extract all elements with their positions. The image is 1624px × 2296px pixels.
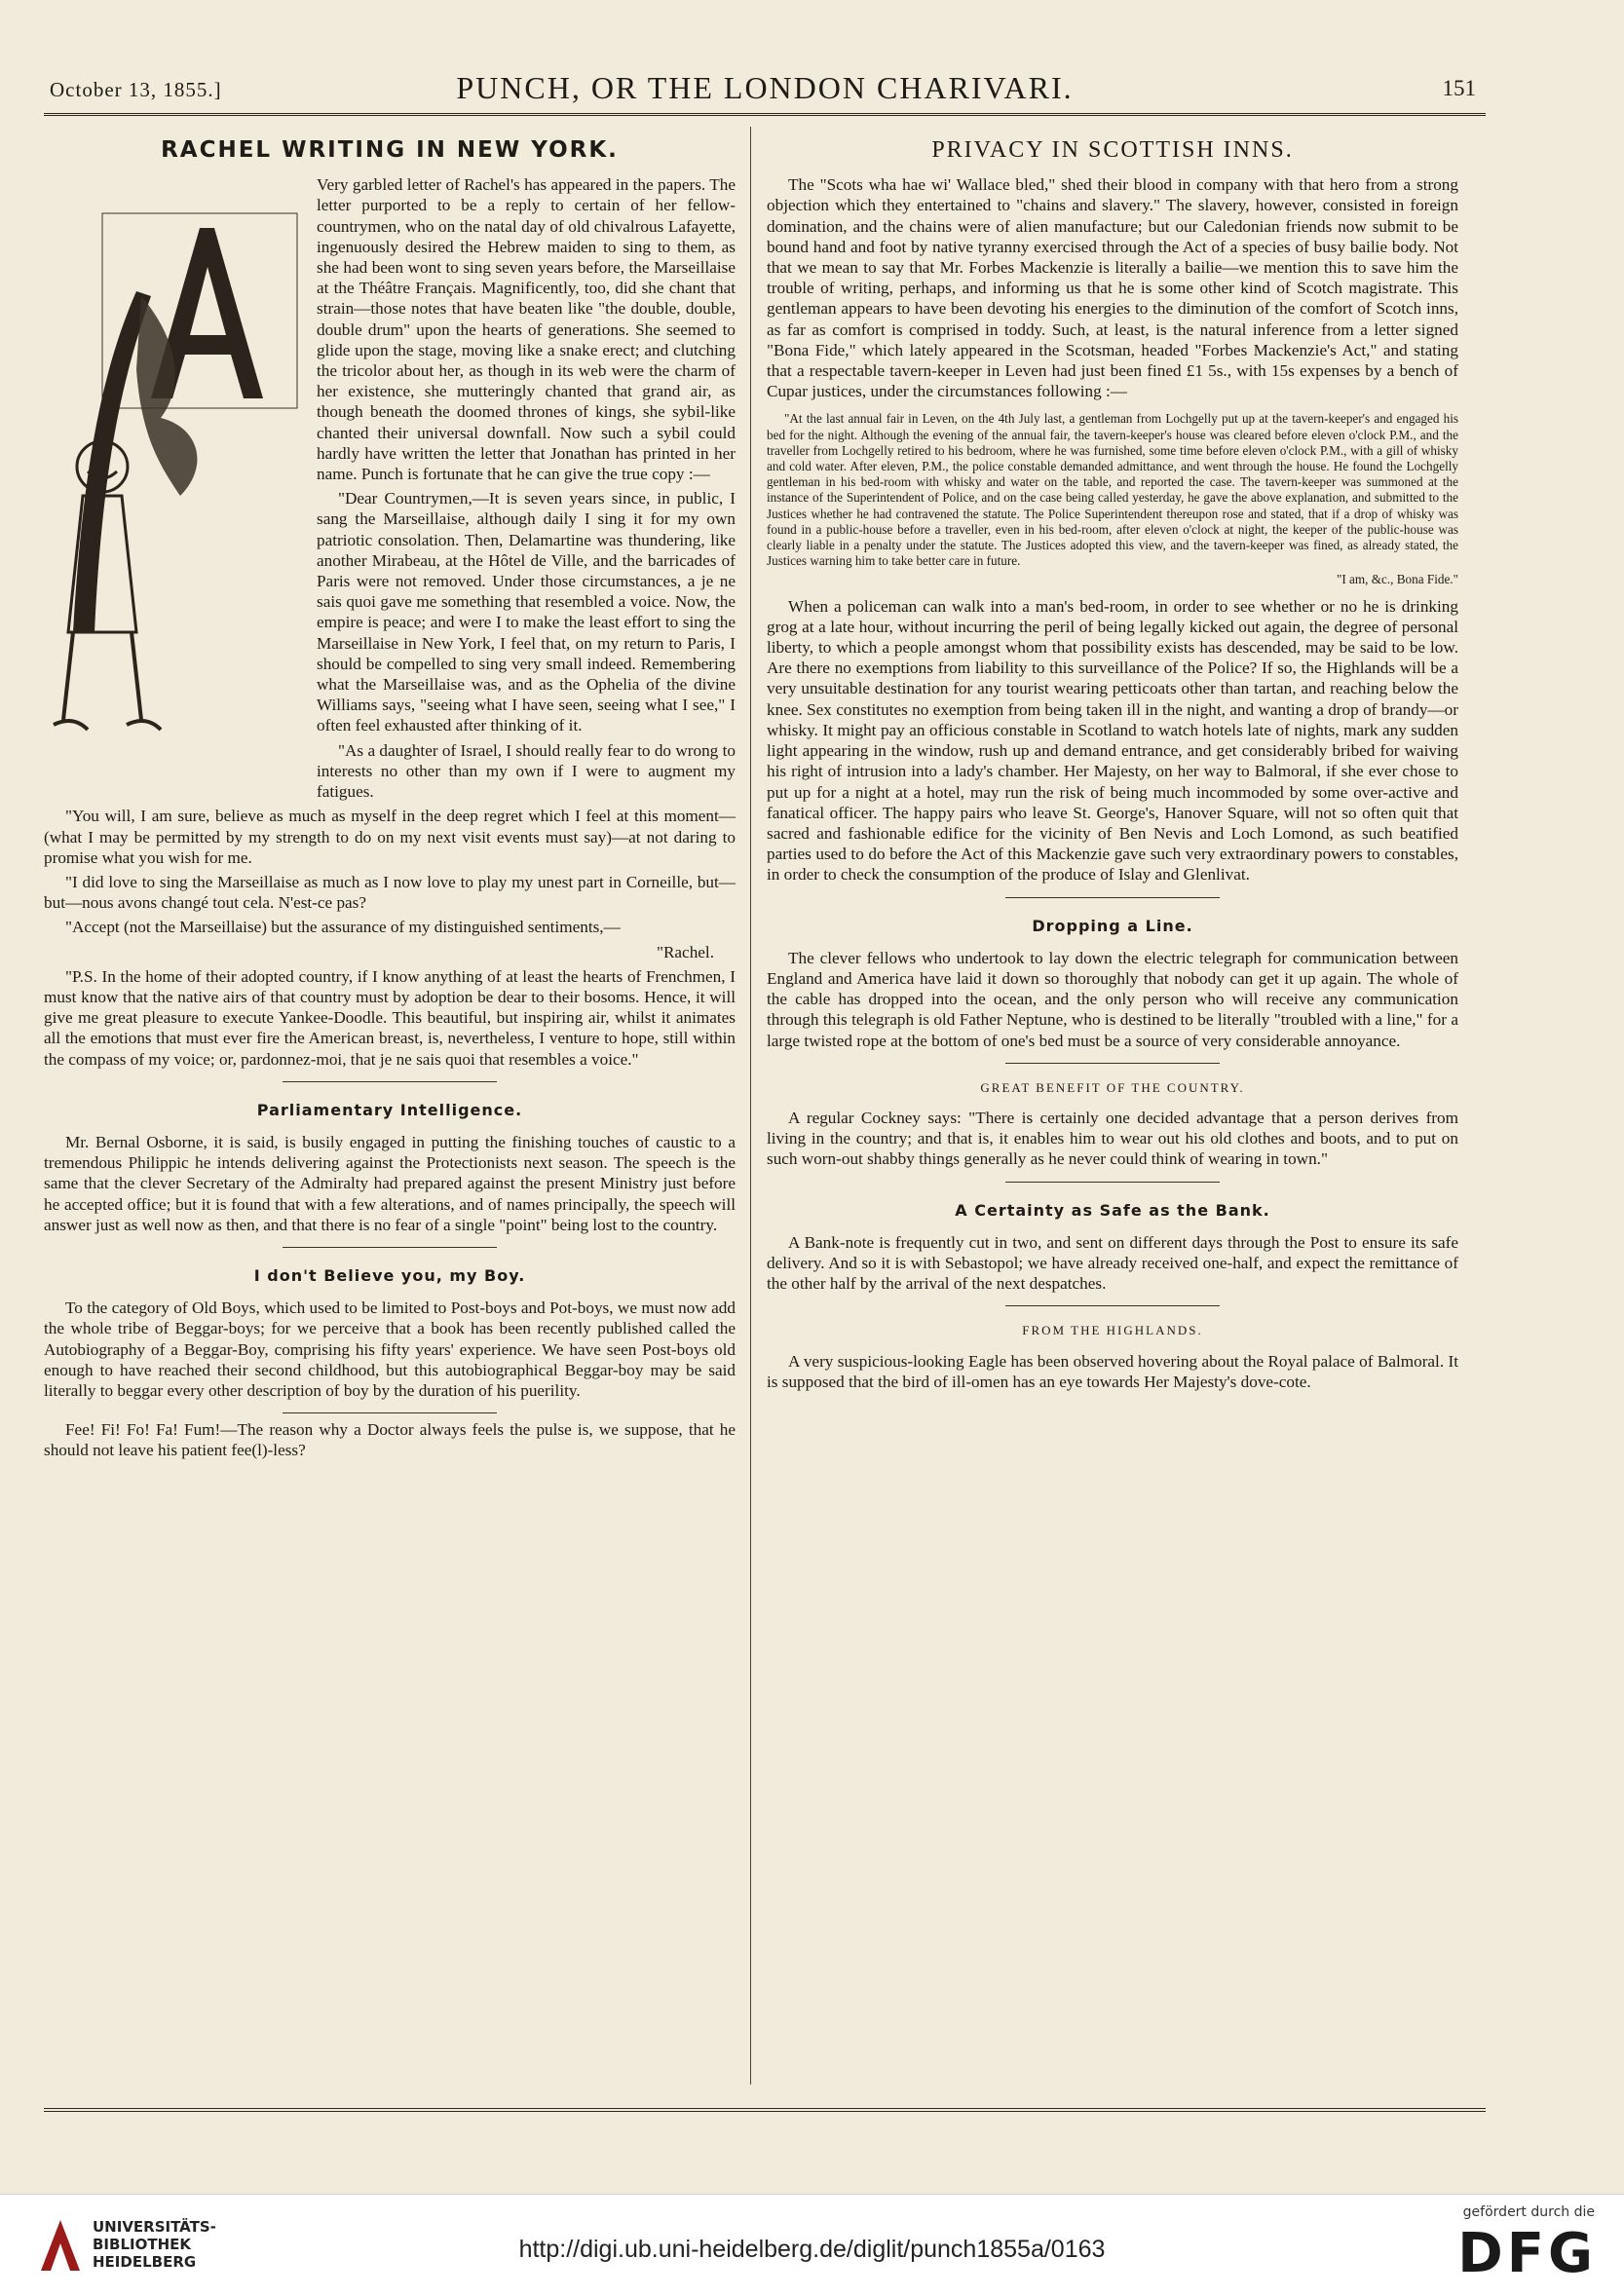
highlands-paragraph: A very suspicious-looking Eagle has been observed hovering about the Royal palace of Balmoral. It is supposed that the bird of ill-omen has an eye towards Her Majesty's dove-cote. — [767, 1351, 1458, 1391]
library-name-line: HEIDELBERG — [93, 2253, 197, 2271]
newspaper-page — [44, 60, 1486, 2169]
issue-date: October 13, 1855.] — [50, 78, 222, 101]
quoted-letter — [767, 411, 1458, 587]
dropping-line-paragraph: The clever fellows who undertook to lay down the electric telegraph for communication between England and America have laid it down so thoroughly that nobody can get it up again. The whole of the cable has dropped into the ocean, and the only person who will receive any communication through this telegraph is old Father Neptune, who is destined to be literally "troubled with a line," for a large twisted rope at the bottom of one's bed must be a source of very considerable annoyance. — [767, 948, 1458, 1050]
highlands-heading: FROM THE HIGHLANDS. — [1022, 1323, 1203, 1338]
funded-by-label: gefördert durch die — [1462, 2204, 1595, 2220]
rachel-heading: RACHEL WRITING IN NEW YORK. — [161, 137, 619, 163]
section-rule — [283, 1247, 497, 1248]
page-bottom-rule — [44, 2108, 1486, 2112]
rachel-paragraph: Very garbled letter of Rachel's has appeared in the papers. The letter purported to be a reply to certain of her fellow-countrymen, who on the natal day of old chivalrous Lafayette, ingenuously desired the Hebrew maiden to sing to them, as she had been wont to sing seven years before, the Marseillaise at the Théâtre Français. Magnificently, too, did she chant that strain—those notes that have beaten like "the double, double, double drum" upon the hearts of generations. She seemed to glide upon the stage, moving like a snake erect; and clutching the tricolor about her, as though in its web were the charm of her existence, she mutteringly chanted that grand air, as though beneath the doomed thrones of kings, she sybil-like chanted their universal downfall. Now such a sybil could hardly have written the letter that Jonathan has printed in her name. Punch is fortunate that he can give the true copy :— — [317, 175, 736, 484]
rachel-letter-paragraph: "You will, I am sure, believe as much as myself in the deep regret which I feel at this moment—(what I may be permitted by my strength to do on my next visit events must say)—at not daring to promise what you wish for me. — [44, 807, 736, 867]
fee-fi-fo-paragraph: Fee! Fi! Fo! Fa! Fum!—The reason why a Doctor always feels the pulse is, we suppose, that he should not leave his patient fee(l)-less? — [44, 1420, 736, 1460]
library-name-line: UNIVERSITÄTS- — [93, 2218, 216, 2236]
column-divider — [750, 127, 751, 2085]
rachel-postscript: "P.S. In the home of their adopted country, if I know anything of at least the hearts of Frenchmen, I must know that the native airs of that country must by adoption be dear to their bosoms. Hence, it will give me great pleasure to execute Yankee-Doodle. This beautiful, but inspiring air, whilst it animates all the emotions that must ever fire the American breast, is, nevertheless, I venture to hope, still within the compass of my voice; or, pardonnez-moi, that je ne sais quoi that resembles a voice." — [44, 966, 736, 1069]
digitization-footer — [0, 2194, 1624, 2296]
section-rule — [1005, 1182, 1220, 1183]
rachel-letter-paragraph: "As a daughter of Israel, I should really fear to do wrong to interests no other than my own if I were to augment my fatigues. — [317, 740, 736, 802]
rachel-letter-paragraph: "Dear Countrymen,—It is seven years since, in public, I sang the Marseillaise, although daily I sing it for my own patriotic consolation. Then, Delamartine was thundering, like another Mirabeau, at the Hôtel de Ville, and the barricades of Paris were not removed. Under those circumstances, a je ne sais quoi gave me something that resembled a voice. Now, the empire is peace; and were I to make the least effort to sing the Marseillaise in New York, I feel that, on my return to Paris, I should be compelled to sing very small indeed. Remembering what the Marseillaise was, and as the Ophelia of the divine Williams says, "seeing what I have seen, seeing what I see," I often feel exhausted after thinking of it. — [317, 489, 736, 735]
permalink-url[interactable]: http://digi.ub.uni-heidelberg.de/diglit/punch1855a/0163 — [518, 2236, 1106, 2263]
section-rule — [283, 1412, 497, 1413]
section-rule — [1005, 1305, 1220, 1306]
parliamentary-heading: Parliamentary Intelligence. — [256, 1100, 523, 1119]
dropping-line-heading: Dropping a Line. — [1032, 916, 1193, 935]
privacy-paragraph: When a policeman can walk into a man's bed-room, in order to see whether or no he is drinking grog at a late hour, without incurring the peril of being legally kicked out again, the degree of personal liberty, to which a people amongst whom that possibility exists has descended, may be said to be low. Are there no exemptions from liability to this surveillance of the Police? If so, the Highlands will be a very unsuitable destination for any tourist wearing petticoats other than tartan, and reaching below the knee. Sex constitutes no exemption from being taken ill in the night, and wanting a drop of brandy—or whisky. It might pay an officious constable in Scotland to watch hotels late of nights, mark any sudden light appearing in the window, rush up and demand entrance, and get considerably bribed for waiving his right of intrusion into a lady's chamber. Her Majesty, on her way to Balmoral, if she ever chose to put up for a night at a hotel, may run the risk of being much incommoded by some over-active and fanatical officer. The happy pairs who leave St. George's, Hanover Square, will not so often quit that sacred and fashionable edifice for the vicinity of Ben Nevis and Loch Lomond, as such beatified parties used to do before the Act of this Mackenzie gave such very extraordinary powers to constables, in order to check the consumption of the produce of Islay and Glenlivat. — [767, 596, 1458, 885]
masthead-title: PUNCH, OR THE LONDON CHARIVARI. — [456, 70, 1074, 105]
rachel-illustration — [44, 174, 307, 778]
great-benefit-paragraph: A regular Cockney says: "There is certainly one decided advantage that a person derives from living in the country; and that is, it enables him to wear out his old clothes and boots, and to put on such worn-out shabby things generally as he never could think of wearing in town." — [767, 1108, 1458, 1169]
privacy-heading: PRIVACY IN SCOTTISH INNS. — [931, 137, 1294, 163]
section-rule — [283, 1081, 497, 1082]
great-benefit-heading: GREAT BENEFIT OF THE COUNTRY. — [980, 1079, 1245, 1095]
privacy-paragraph: The "Scots wha hae wi' Wallace bled," shed their blood in company with that hero from a strong objection which they entertained to "chains and slavery." The slavery, however, consisted in foreign domination, and the chains were of alien manufacture; but our Caledonian friends now submit to be bound hand and foot by native tyranny exercised through the Act of a species of busy bailie body. Not that we mean to say that Mr. Forbes Mackenzie is literally a bailie—we mention this to save him the trouble of writing, perhaps, and informing us that he is some other kind of Scotch magistrate. This gentleman appears to have been devoting his energies to the diminution of the comfort of Scotch inns, as far as comfort is comprised in toddy. Such, at least, is the natural inference from a letter signed "Bona Fide," which lately appeared in the Scotsman, headed "Forbes Mackenzie's Act," and stating that a respectable tavern-keeper in Leven had just been fined £1 5s., with 15s expenses by a bench of Cupar justices, under the circumstances following :— — [767, 175, 1458, 401]
left-column — [44, 127, 736, 2124]
rachel-signature: "Rachel. — [656, 942, 714, 961]
beggar-boy-heading: I don't Believe you, my Boy. — [253, 1265, 526, 1285]
parliamentary-paragraph: Mr. Bernal Osborne, it is said, is busily engaged in putting the finishing touches of caustic to a tremendous Philippic he intends delivering against the Protectionists next season. The speech is the same that the clever Secretary of the Admiralty had prepared against the present Ministry just before he accepted office; but it is found that with a few alterations, and of names principally, the speech will answer just as well now as then, and that there is no fear of a single "point" being lost to the country. — [44, 1132, 736, 1234]
page-number: 151 — [1442, 76, 1476, 100]
section-rule — [1005, 1063, 1220, 1064]
certainty-heading: A Certainty as Safe as the Bank. — [955, 1200, 1270, 1220]
quoted-letter-text: "At the last annual fair in Leven, on the 4th July last, a gentleman from Lochgelly put up at the tavern-keeper's and engaged his bed for the night. Although the evening of the annual fair, the tavern-keeper's house was cleared before eleven o'clock P.M., and the traveller from Lochgelly retired to his bedroom, where he was furnished, some time before eleven o'clock P.M., with a gill of whisky and cold water. After eleven, P.M., the police constable demanded admittance, and went through the house. He found the Lochgelly gentleman in his bed-room with whisky and water on the table, and reported the case. The tavern-keeper was summoned at the instance of the Superintendent of Police, and on the case being called yesterday, he gave the above explanation, and submitted to the Justices whether he had contravened the statute. The Police Superintendent thereupon rose and stated, that if a drop of whisky was found in a public-house before a traveller, even in his bed-room, after eleven o'clock at night, the keeper of the public-house was clearly liable in a penalty under the statute. The Justices adopted this view, and the tavern-keeper was fined, as already stated, the Justices warning him to take better care in future. — [767, 411, 1458, 569]
rachel-letter-paragraph: "I did love to sing the Marseillaise as much as I now love to play my unest part in Corneille, but—but—nous avons changé tout cela. N'est-ce pas? — [44, 872, 736, 913]
rachel-letter-paragraph: "Accept (not the Marseillaise) but the assurance of my distinguished sentiments,— — [65, 918, 621, 937]
certainty-paragraph: A Bank-note is frequently cut in two, and sent on different days through the Post to ensure its safe delivery. And so it is with Sebastopol; we have already received one-half, and expect the remittance of the other half by the arrival of the next despatches. — [767, 1232, 1458, 1294]
page-header — [44, 60, 1486, 116]
initial-letter-illustration-icon — [44, 174, 307, 778]
library-name-line: BIBLIOTHEK — [93, 2236, 191, 2253]
quoted-letter-signature: "I am, &c., Bona Fide." — [1336, 572, 1458, 587]
beggar-boy-paragraph: To the category of Old Boys, which used to be limited to Post-boys and Pot-boys, we must now add the whole tribe of Beggar-boys; for we perceive that a book has been recently published called the Autobiography of a Beggar-Boy, comprising his fifty years' experience. We have seen Post-boys old enough to have reached their second childhood, but this autobiographical Beggar-boy may be said literally to beggar every other description of boy by the duration of his puerility. — [44, 1299, 736, 1400]
dfg-logo: DFG — [1457, 2222, 1597, 2285]
right-column — [767, 127, 1458, 2124]
section-rule — [1005, 897, 1220, 898]
